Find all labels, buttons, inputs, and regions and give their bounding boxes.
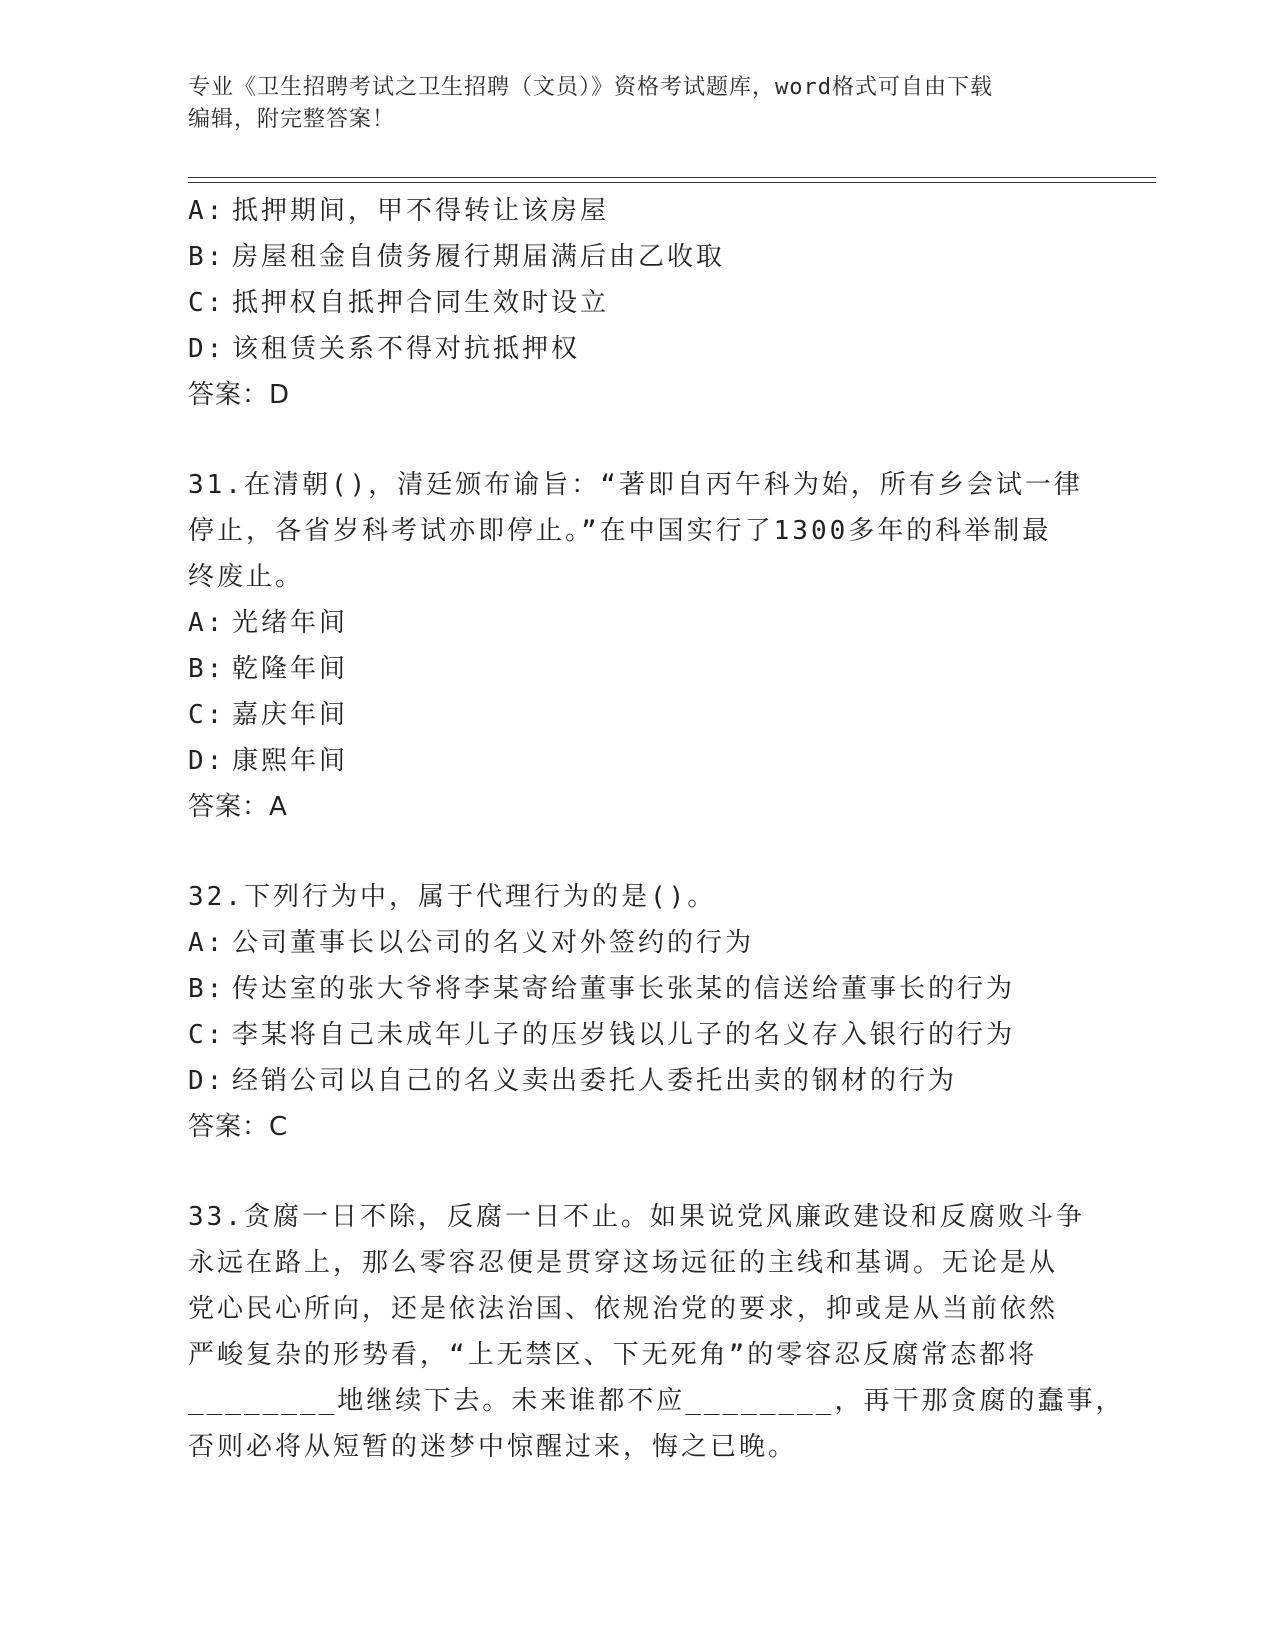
question-text-line: ________地继续下去。未来谁都不应________，再干那贪腐的蠢事， xyxy=(188,1386,1125,1416)
option-d xyxy=(188,326,1088,372)
option-a xyxy=(188,920,1088,966)
option-key: B: xyxy=(188,974,226,1004)
option-key: B: xyxy=(188,654,226,684)
option-text: 房屋租金自债务履行期届满后由乙收取 xyxy=(232,242,726,272)
option-a xyxy=(188,600,1088,646)
option-text: 李某将自己未成年儿子的压岁钱以儿子的名义存入银行的行为 xyxy=(232,1020,1016,1050)
option-text: 光绪年间 xyxy=(232,608,349,638)
question-list xyxy=(188,188,1125,1470)
question-33 xyxy=(188,1194,1125,1470)
option-d xyxy=(188,738,1088,784)
question-text-line: 严峻复杂的形势看，“上无禁区、下无死角”的零容忍反腐常态都将 xyxy=(188,1340,1038,1370)
question-text-line: 否则必将从短暂的迷梦中惊醒过来，悔之已晚。 xyxy=(188,1432,798,1462)
question-text-line: 32.下列行为中，属于代理行为的是()。 xyxy=(188,882,717,912)
question-text-line: 33.贪腐一日不除，反腐一日不止。如果说党风廉政建设和反腐败斗争 xyxy=(188,1202,1085,1232)
option-text: 抵押期间，甲不得转让该房屋 xyxy=(232,196,610,226)
question-text-line: 党心民心所向，还是依法治国、依规治党的要求，抑或是从当前依然 xyxy=(188,1294,1059,1324)
question-32 xyxy=(188,874,1088,1150)
option-c xyxy=(188,692,1088,738)
header-divider-bottom xyxy=(188,182,1156,183)
option-text: 嘉庆年间 xyxy=(232,700,349,730)
option-key: A: xyxy=(188,928,226,958)
option-c xyxy=(188,1012,1088,1058)
spacer xyxy=(188,1150,1088,1194)
header-line-1: 专业《卫生招聘考试之卫生招聘（文员）》资格考试题库，word格式可自由下载 xyxy=(188,75,993,100)
option-key: B: xyxy=(188,242,226,272)
spacer xyxy=(188,830,1088,874)
option-b xyxy=(188,646,1088,692)
answer-line: 答案：A xyxy=(188,792,288,822)
question-text-line: 终废止。 xyxy=(188,562,305,592)
option-key: C: xyxy=(188,700,226,730)
answer-line: 答案：D xyxy=(188,380,291,410)
option-key: D: xyxy=(188,746,226,776)
option-text: 康熙年间 xyxy=(232,746,349,776)
option-a xyxy=(188,188,1088,234)
question-text-line: 停止，各省岁科考试亦即停止。”在中国实行了1300多年的科举制最 xyxy=(188,516,1052,546)
question-text-line: 永远在路上，那么零容忍便是贯穿这场远征的主线和基调。无论是从 xyxy=(188,1248,1059,1278)
question-block-prev xyxy=(188,188,1088,418)
option-key: D: xyxy=(188,1066,226,1096)
option-text: 该租赁关系不得对抗抵押权 xyxy=(232,334,581,364)
question-31 xyxy=(188,462,1088,830)
option-key: C: xyxy=(188,288,226,318)
document-header xyxy=(188,72,1088,136)
option-c xyxy=(188,280,1088,326)
option-key: C: xyxy=(188,1020,226,1050)
option-key: D: xyxy=(188,334,226,364)
answer-line: 答案：C xyxy=(188,1112,289,1142)
option-text: 公司董事长以公司的名义对外签约的行为 xyxy=(232,928,755,958)
header-divider-top xyxy=(188,177,1156,178)
option-key: A: xyxy=(188,196,226,226)
header-line-2: 编辑，附完整答案！ xyxy=(188,107,396,132)
option-b xyxy=(188,234,1088,280)
option-d xyxy=(188,1058,1088,1104)
spacer xyxy=(188,418,1088,462)
option-text: 经销公司以自己的名义卖出委托人委托出卖的钢材的行为 xyxy=(232,1066,958,1096)
option-text: 抵押权自抵押合同生效时设立 xyxy=(232,288,610,318)
question-text-line: 31.在清朝()，清廷颁布谕旨：“著即自丙午科为始，所有乡会试一律 xyxy=(188,470,1083,500)
option-key: A: xyxy=(188,608,226,638)
option-text: 传达室的张大爷将李某寄给董事长张某的信送给董事长的行为 xyxy=(232,974,1016,1004)
option-b xyxy=(188,966,1088,1012)
option-text: 乾隆年间 xyxy=(232,654,349,684)
